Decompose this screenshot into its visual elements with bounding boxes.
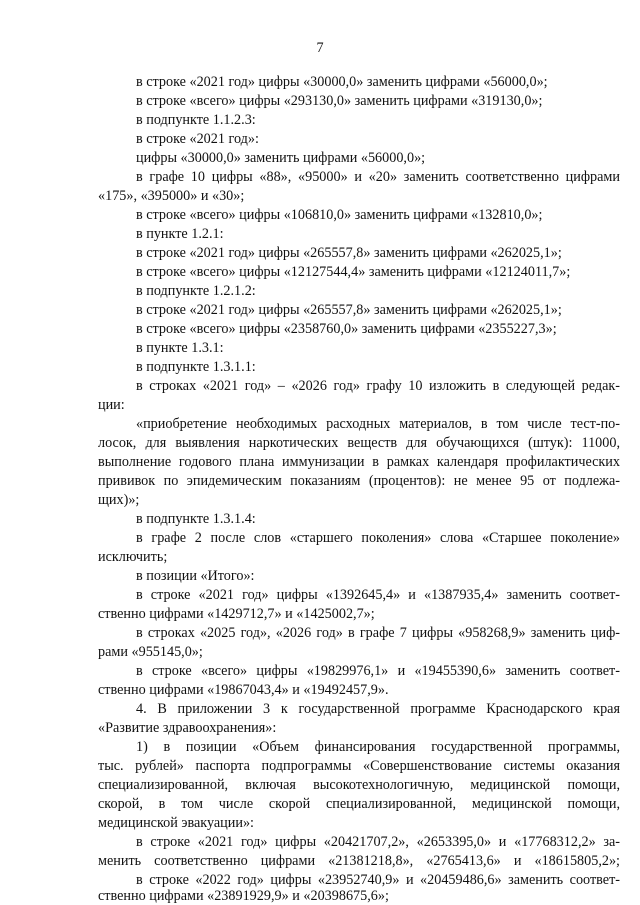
- text-line: в графе 2 после слов «старшего поколения» слова «Старшее поколение»: [136, 530, 620, 546]
- text-line: ции:: [98, 397, 125, 413]
- text-line: ственно цифрами «19867043,4» и «19492457,9».: [98, 682, 389, 698]
- text-line: цифры «30000,0» заменить цифрами «56000,0»;: [136, 150, 426, 166]
- text-line: менить соответственно цифрами «21381218,8», «2765413,6» и «18615805,2»;: [98, 853, 620, 869]
- text-line: в подпункте 1.2.1.2:: [136, 283, 256, 299]
- text-line: в строке «2021 год» цифры «20421707,2», «2653395,0» и «17768312,2» за-: [136, 834, 620, 850]
- text-line: в графе 10 цифры «88», «95000» и «20» заменить соответственно цифрами: [136, 169, 620, 185]
- text-line: 4. В приложении 3 к государственной программе Краснодарского края: [136, 701, 620, 717]
- text-line: в строке «всего» цифры «2358760,0» заменить цифрами «2355227,3»;: [136, 321, 557, 337]
- text-line: в строке «всего» цифры «293130,0» заменить цифрами «319130,0»;: [136, 93, 543, 109]
- page-number: 7: [316, 40, 324, 56]
- text-line: в строке «2021 год» цифры «1392645,4» и «1387935,4» заменить соответ-: [136, 587, 620, 603]
- text-line: в строке «всего» цифры «19829976,1» и «19455390,6» заменить соответ-: [136, 663, 620, 679]
- text-line: исключить;: [98, 549, 168, 565]
- text-line: в строке «2021 год»:: [136, 131, 259, 147]
- text-line: в строках «2025 год», «2026 год» в графе 7 цифры «958268,9» заменить циф-: [136, 625, 620, 641]
- text-line: в строке «2021 год» цифры «265557,8» заменить цифрами «262025,1»;: [136, 302, 562, 318]
- text-line: в строке «2022 год» цифры «23952740,9» и «20459486,6» заменить соответ-: [136, 872, 620, 888]
- text-line: в строке «2021 год» цифры «30000,0» заменить цифрами «56000,0»;: [136, 74, 548, 90]
- text-line: в подпункте 1.3.1.1:: [136, 359, 256, 375]
- text-line: рами «955145,0»;: [98, 644, 203, 660]
- text-line: щих)»;: [98, 492, 140, 508]
- text-line: ственно цифрами «1429712,7» и «1425002,7»;: [98, 606, 375, 622]
- text-line: ственно цифрами «23891929,9» и «20398675,6»;: [98, 888, 389, 904]
- text-line: скорой, в том числе скорой специализированной, медицинской помощи,: [98, 796, 620, 812]
- text-line: тыс. рублей» паспорта подпрограммы «Совершенствование системы оказания: [98, 758, 620, 774]
- text-line: в подпункте 1.1.2.3:: [136, 112, 256, 128]
- text-line: лосок, для выявления наркотических веществ для обучающихся (штук): 11000,: [98, 435, 620, 451]
- text-line: 1) в позиции «Объем финансирования государственной программы,: [136, 739, 620, 755]
- text-line: в позиции «Итого»:: [136, 568, 255, 584]
- text-line: в подпункте 1.3.1.4:: [136, 511, 256, 527]
- text-line: «приобретение необходимых расходных материалов, в том числе тест-по-: [136, 416, 620, 432]
- text-line: прививок по эпидемическим показаниям (процентов): не менее 95 от подлежа-: [98, 473, 620, 489]
- text-line: в пункте 1.3.1:: [136, 340, 224, 356]
- text-line: медицинской эвакуации»:: [98, 815, 254, 831]
- text-line: в строке «2021 год» цифры «265557,8» заменить цифрами «262025,1»;: [136, 245, 562, 261]
- text-line: в пункте 1.2.1:: [136, 226, 224, 242]
- text-line: выполнение годового плана иммунизации в рамках календаря профилактических: [98, 454, 620, 470]
- text-line: специализированной, включая высокотехнологичную, медицинской помощи,: [98, 777, 620, 793]
- text-line: «Развитие здравоохранения»:: [98, 720, 277, 736]
- text-line: «175», «395000» и «30»;: [98, 188, 245, 204]
- text-line: в строке «всего» цифры «106810,0» заменить цифрами «132810,0»;: [136, 207, 543, 223]
- text-line: в строках «2021 год» – «2026 год» графу 10 изложить в следующей редак-: [136, 378, 620, 394]
- text-line: в строке «всего» цифры «12127544,4» заменить цифрами «12124011,7»;: [136, 264, 571, 280]
